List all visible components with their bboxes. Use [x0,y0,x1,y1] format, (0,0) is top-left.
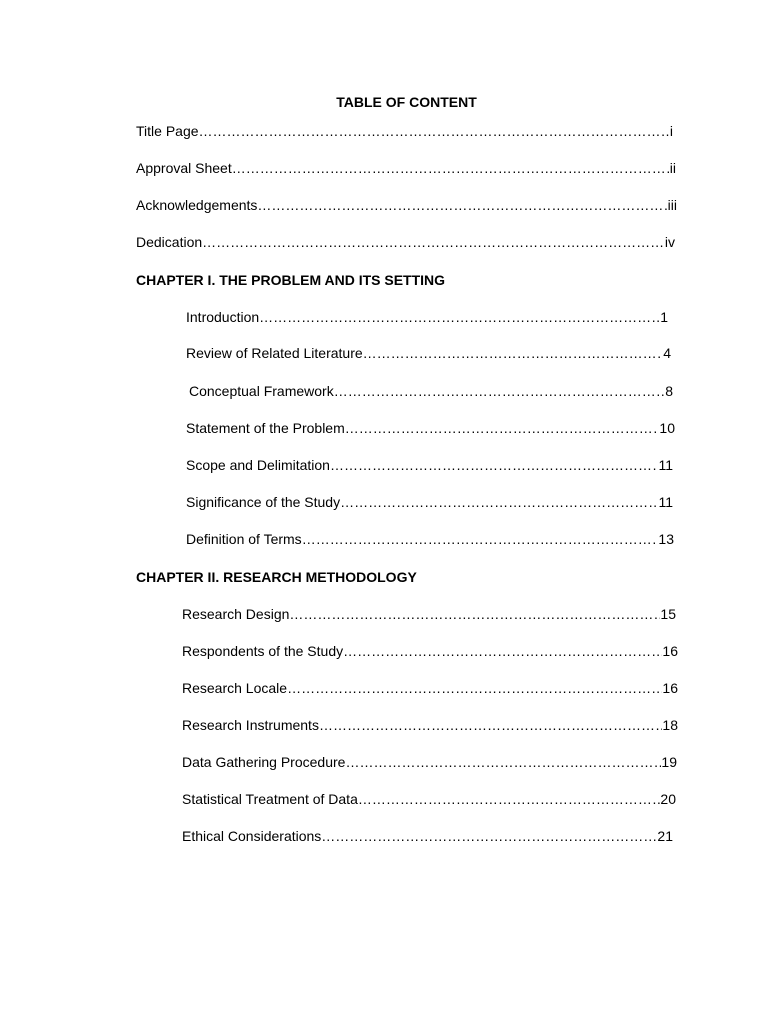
toc-entry-introduction [186,308,668,326]
chapter-2-heading: CHAPTER II. RESEARCH METHODOLOGY [136,569,417,585]
dot-leader [302,530,659,548]
dot-leader [340,493,658,511]
toc-entry-label: Statistical Treatment of Data [182,791,358,807]
dot-leader [319,716,662,734]
toc-entry-label: Research Locale [182,680,288,696]
toc-entry-dedication [136,233,675,251]
toc-entry-label: Respondents of the Study [182,643,344,659]
dot-leader [202,233,665,251]
toc-entry-page-number: 4 [663,345,671,361]
toc-entry-label: Significance of the Study [186,494,341,510]
toc-entry-page-number: 8 [665,383,673,399]
toc-entry-title-page [136,122,673,140]
toc-entry-page-number: 21 [657,828,673,844]
dot-leader [232,159,670,177]
dot-leader [358,790,661,808]
toc-entry-significance-of-the-study [186,493,673,511]
toc-entry-page-number: 16 [662,643,678,659]
toc-entry-page-number: 1 [660,309,668,325]
toc-entry-conceptual-framework [189,382,673,400]
toc-entry-statistical-treatment-of-data [182,790,676,808]
toc-entry-label: Conceptual Framework [189,383,334,399]
dot-leader [257,196,667,214]
toc-entry-statement-of-the-problem [186,419,675,437]
toc-entry-page-number: 16 [662,680,678,696]
dot-leader [330,456,658,474]
toc-entry-page-number: 20 [660,791,676,807]
toc-entry-research-design [182,605,676,623]
toc-entry-page-number: 11 [658,494,673,510]
toc-entry-label: Data Gathering Procedure [182,754,346,770]
toc-entry-label: Ethical Considerations [182,828,322,844]
toc-entry-label: Review of Related Literature [186,345,363,361]
toc-entry-label: Title Page [136,123,199,139]
toc-entry-scope-and-delimitation [186,456,673,474]
dot-leader [321,827,657,845]
dot-leader [345,419,660,437]
toc-entry-page-number: 10 [659,420,675,436]
toc-entry-approval-sheet [136,159,676,177]
toc-entry-definition-of-terms [186,530,674,548]
toc-entry-page-number: 19 [661,754,677,770]
toc-entry-research-instruments [182,716,678,734]
toc-entry-page-number: ii [669,160,676,176]
dot-leader [259,308,660,326]
toc-entry-label: Statement of the Problem [186,420,345,436]
toc-entry-page-number: 11 [658,457,673,473]
dot-leader [199,122,670,140]
toc-entry-respondents-of-the-study [182,642,678,660]
toc-entry-page-number: iii [667,197,677,213]
toc-entry-label: Dedication [136,234,203,250]
toc-entry-page-number: 15 [660,606,676,622]
chapter-1-heading: CHAPTER I. THE PROBLEM AND ITS SETTING [136,272,446,288]
page-title: TABLE OF CONTENT [336,94,477,110]
toc-entry-label: Acknowledgements [136,197,258,213]
toc-entry-review-of-related-literature [186,344,671,362]
dot-leader [289,605,660,623]
toc-entry-ethical-considerations [182,827,673,845]
toc-entry-label: Research Design [182,606,290,622]
toc-entry-page-number: iv [664,234,675,250]
dot-leader [345,753,661,771]
toc-entry-label: Definition of Terms [186,531,302,547]
dot-leader [287,679,662,697]
dot-leader [343,642,662,660]
toc-entry-label: Research Instruments [182,717,319,733]
toc-entry-label: Scope and Delimitation [186,457,330,473]
toc-entry-page-number: 13 [658,531,674,547]
dot-leader [363,344,664,362]
toc-entry-data-gathering-procedure [182,753,677,771]
toc-entry-label: Approval Sheet [136,160,232,176]
toc-entry-acknowledgements [136,196,677,214]
toc-entry-label: Introduction [186,309,260,325]
toc-entry-page-number: i [669,123,673,139]
toc-entry-page-number: 18 [662,717,678,733]
toc-entry-research-locale [182,679,678,697]
dot-leader [334,382,665,400]
